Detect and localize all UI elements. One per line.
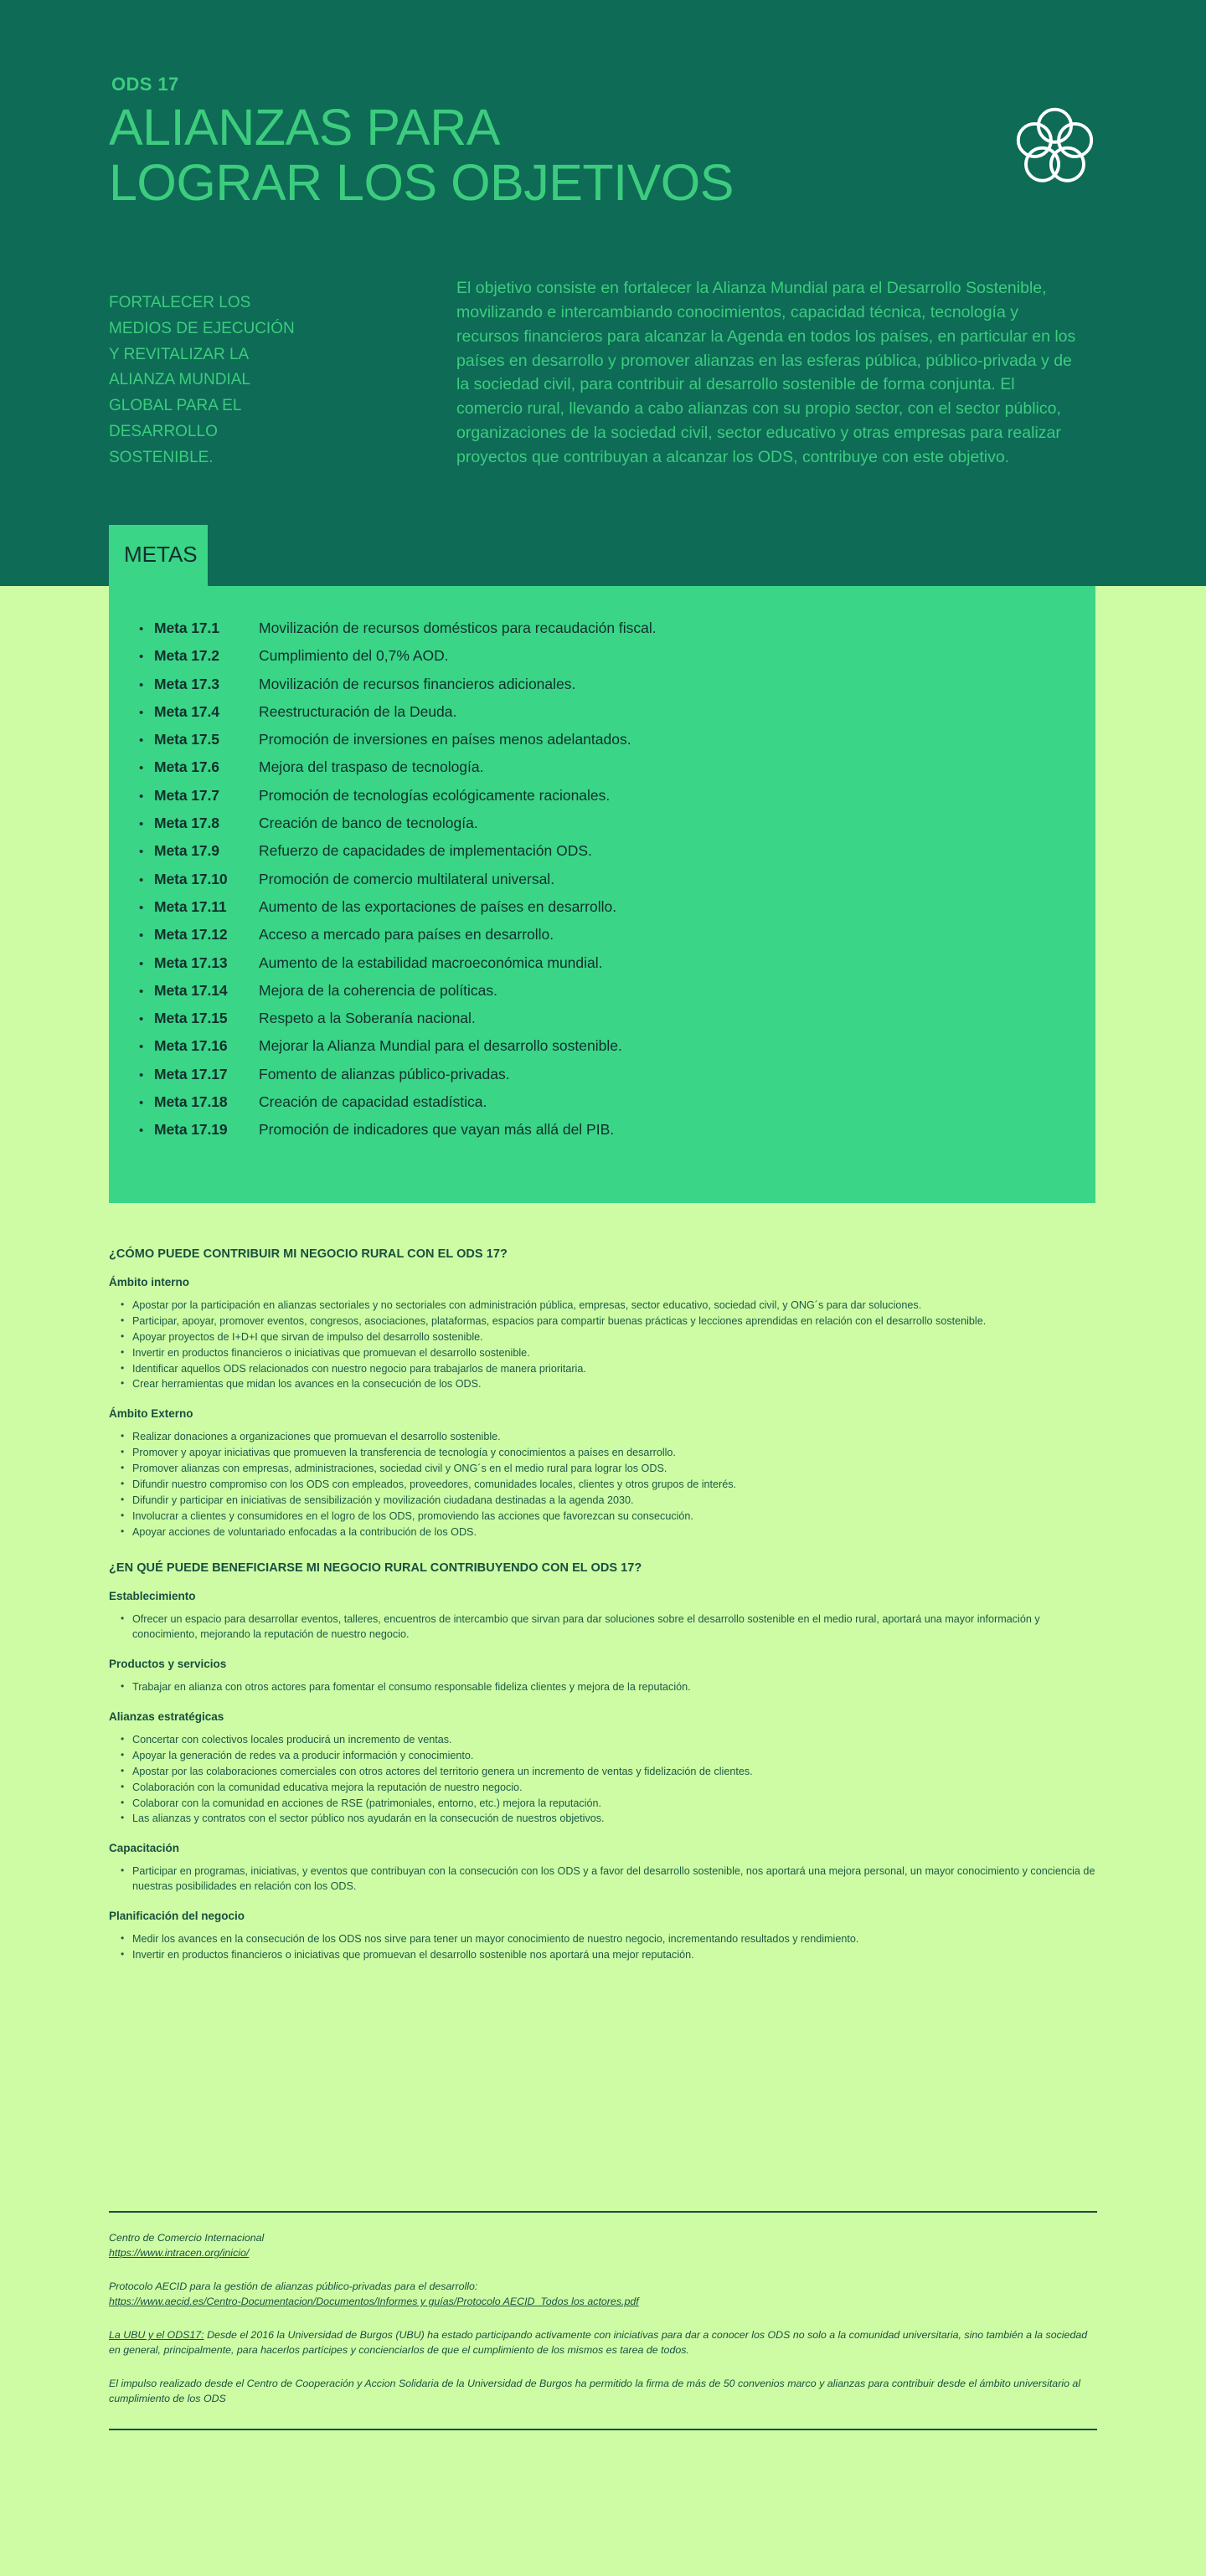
- bullet-icon: •: [139, 677, 144, 692]
- list-item: • Apostar por la participación en alianzas sectoriales y no sectoriales con administración pública, empresas, sector educativo, sociedad civil, y ONG´s para dar soluciones.: [121, 1298, 1097, 1314]
- list-item: • Difundir y participar en iniciativas de sensibilización y movilización ciudadana destinadas a la agenda 2030.: [121, 1494, 1097, 1509]
- list-item: • Realizar donaciones a organizaciones que promuevan el desarrollo sostenible.: [121, 1430, 1097, 1445]
- meta-code: Meta 17.14: [154, 981, 228, 999]
- main-content: [109, 1247, 1097, 1964]
- section-bullet-list: [121, 1932, 1097, 1963]
- meta-text: Fomento de alianzas público-privadas.: [259, 1065, 510, 1082]
- meta-code: Meta 17.7: [154, 786, 219, 804]
- page-title-line-1: ALIANZAS PARA: [109, 99, 500, 156]
- section-subheading: Ámbito interno: [109, 1276, 189, 1288]
- meta-text: Mejora de la coherencia de políticas.: [259, 981, 498, 999]
- section-subheading: Planificación del negocio: [109, 1910, 245, 1922]
- list-item: • Apostar por las colaboraciones comerciales con otros actores del territorio genera un incremento de ventas y fidelización de clientes.: [121, 1765, 1097, 1780]
- page-subtitle: FORTALECER LOS MEDIOS DE EJECUCIÓN Y REVITALIZAR LA ALIANZA MUNDIAL GLOBAL PARA EL DESARROLLO SOSTENIBLE.: [109, 294, 295, 466]
- meta-code: Meta 17.10: [154, 870, 228, 887]
- list-item: • Promover alianzas con empresas, administraciones, sociedad civil y ONG´s en el medio rural para lograr los ODS.: [121, 1462, 1097, 1477]
- section-bullet-list: [121, 1612, 1097, 1643]
- meta-row: [139, 1066, 1060, 1093]
- meta-code: Meta 17.17: [154, 1065, 228, 1082]
- meta-text: Reestructuración de la Deuda.: [259, 702, 457, 720]
- list-item: • Apoyar proyectos de I+D+I que sirvan de impulso del desarrollo sostenible.: [121, 1330, 1097, 1345]
- bullet-icon: •: [139, 705, 144, 720]
- list-item: • Crear herramientas que midan los avances en la consecución de los ODS.: [121, 1377, 1097, 1392]
- meta-text: Aumento de la estabilidad macroeconómica mundial.: [259, 954, 603, 971]
- meta-code: Meta 17.19: [154, 1121, 228, 1139]
- page-title-line-2: LOGRAR LOS OBJETIVOS: [109, 153, 734, 211]
- five-circle-flower-icon: [1007, 99, 1103, 195]
- meta-code: Meta 17.18: [154, 1093, 228, 1111]
- meta-row: [139, 954, 1060, 982]
- list-item: • Colaborar con la comunidad en acciones de RSE (patrimoniales, entorno, etc.) mejora la reputación.: [121, 1797, 1097, 1812]
- meta-text: Promoción de tecnologías ecológicamente racionales.: [259, 786, 611, 804]
- meta-text: Movilización de recursos domésticos para recaudación fiscal.: [259, 620, 657, 636]
- bullet-icon: •: [139, 761, 144, 776]
- footer-reference-2: [109, 2280, 1097, 2310]
- meta-code: Meta 17.11: [154, 897, 227, 915]
- meta-text: Acceso a mercado para países en desarrollo.: [259, 926, 554, 944]
- section-subheading: Ámbito Externo: [109, 1407, 193, 1421]
- metas-tab: [109, 525, 208, 588]
- section-bullet-list: [121, 1680, 1097, 1695]
- list-item: • Invertir en productos financieros o iniciativas que promuevan el desarrollo sostenible nos aportará una mejor reputación.: [121, 1948, 1097, 1963]
- section-subheading: Establecimiento: [109, 1590, 196, 1603]
- meta-code: Meta 17.3: [154, 675, 219, 692]
- meta-code: Meta 17.4: [154, 702, 219, 720]
- meta-row: [139, 1093, 1060, 1121]
- bullet-icon: •: [139, 1123, 144, 1139]
- list-item: • Invertir en productos financieros o iniciativas que promuevan el desarrollo sostenible.: [121, 1346, 1097, 1361]
- bullet-icon: •: [139, 622, 144, 636]
- list-item: • Trabajar en alianza con otros actores para fomentar el consumo responsable fideliza clientes y mejora de la reputación.: [121, 1680, 1097, 1695]
- page-header: [0, 0, 1206, 586]
- footer-reference-4: [109, 2377, 1097, 2407]
- bullet-icon: •: [139, 845, 144, 860]
- bullet-icon: •: [139, 789, 144, 804]
- meta-row: [139, 1010, 1060, 1037]
- meta-code: Meta 17.13: [154, 954, 228, 971]
- meta-row: [139, 758, 1060, 786]
- meta-row: [139, 898, 1060, 926]
- list-item: • Identificar aquellos ODS relacionados con nuestro negocio para trabajarlos de manera prioritaria.: [121, 1362, 1097, 1377]
- section-subheading: Alianzas estratégicas: [109, 1710, 224, 1723]
- bullet-icon: •: [139, 956, 144, 971]
- meta-code: Meta 17.12: [154, 926, 228, 944]
- meta-code: Meta 17.2: [154, 647, 219, 665]
- meta-text: Movilización de recursos financieros adicionales.: [259, 675, 576, 692]
- meta-code: Meta 17.6: [154, 758, 219, 776]
- bullet-icon: •: [139, 928, 144, 944]
- meta-text: Promoción de indicadores que vayan más allá del PIB.: [259, 1121, 615, 1139]
- meta-row: [139, 620, 1060, 647]
- reference-3-text: Desde el 2016 la Universidad de Burgos (UBU) ha estado participando activamente con iniciativas para dar a conocer los ODS no solo a la comunidad universitaria, sino también a la sociedad en general, principalmente, para hacerlos partícipes y concienciarlos de que el cumplimiento de los mismos es tarea de todos.: [109, 2328, 1088, 2356]
- meta-row: [139, 871, 1060, 898]
- metas-tab-label: METAS: [124, 542, 198, 567]
- meta-row: [139, 926, 1060, 954]
- meta-row: [139, 703, 1060, 731]
- list-item: • Apoyar la generación de redes va a producir información y conocimiento.: [121, 1749, 1097, 1764]
- metas-list: [139, 620, 1060, 1149]
- meta-row: [139, 982, 1060, 1010]
- list-item: • Participar en programas, iniciativas, y eventos que contribuyan con la consecución con los ODS y a favor del desarrollo sostenible, nos aportará una mejora personal, un mayor conocimiento y conciencia de nuestras posibilidades en relación con los ODS.: [121, 1864, 1097, 1895]
- beneficiarse-sections: [109, 1590, 1097, 1962]
- bullet-icon: •: [139, 1040, 144, 1055]
- meta-row: [139, 647, 1060, 675]
- meta-row: [139, 1037, 1060, 1065]
- bullet-icon: •: [139, 733, 144, 748]
- meta-code: Meta 17.1: [154, 620, 219, 636]
- contribuir-sections: [109, 1276, 1097, 1540]
- page-title: [109, 100, 988, 211]
- list-item: • Participar, apoyar, promover eventos, congresos, asociaciones, plataformas, espacios para compartir buenas prácticas y lecciones aprendidas en relación con el desarrollo sostenible.: [121, 1314, 1097, 1329]
- meta-row: [139, 787, 1060, 815]
- list-item: • Promover y apoyar iniciativas que promueven la transferencia de tecnología y conocimientos a países en desarrollo.: [121, 1446, 1097, 1461]
- list-item: • Involucrar a clientes y consumidores en el logro de los ODS, promoviendo las acciones que favorezcan su consecución.: [121, 1509, 1097, 1525]
- bullet-icon: •: [139, 1096, 144, 1111]
- page-footer: [109, 2211, 1097, 2430]
- meta-text: Promoción de comercio multilateral universal.: [259, 870, 555, 887]
- footer-reference-1: [109, 2231, 1097, 2261]
- meta-text: Mejorar la Alianza Mundial para el desarrollo sostenible.: [259, 1037, 622, 1055]
- meta-text: Creación de capacidad estadística.: [259, 1093, 487, 1111]
- metas-panel: [109, 586, 1095, 1203]
- bullet-icon: •: [139, 817, 144, 832]
- meta-row: [139, 842, 1060, 870]
- reference-1-title: Centro de Comercio Internacional: [109, 2232, 265, 2244]
- meta-row: [139, 676, 1060, 703]
- bullet-icon: •: [139, 872, 144, 887]
- footer-divider-top: [109, 2211, 1097, 2213]
- list-item: • Apoyar acciones de voluntariado enfocadas a la contribución de los ODS.: [121, 1525, 1097, 1540]
- meta-code: Meta 17.9: [154, 842, 219, 860]
- meta-text: Aumento de las exportaciones de países en desarrollo.: [259, 897, 617, 915]
- reference-2-link[interactable]: https://www.aecid.es/Centro-Documentacion/Documentos/Informes y guías/Protocolo AECID_Todos los actores.pdf: [109, 2295, 639, 2307]
- section-bullet-list: [121, 1430, 1097, 1540]
- meta-code: Meta 17.8: [154, 815, 219, 832]
- section-bullet-list: [121, 1298, 1097, 1392]
- bullet-icon: •: [139, 900, 144, 915]
- bullet-icon: •: [139, 1012, 144, 1027]
- meta-text: Creación de banco de tecnología.: [259, 815, 478, 832]
- bullet-icon: •: [139, 650, 144, 665]
- section-subheading: Capacitación: [109, 1842, 180, 1855]
- list-item: • Medir los avances en la consecución de los ODS nos sirve para tener un mayor conocimiento de nuestro negocio, incrementando resultados y rendimiento.: [121, 1932, 1097, 1947]
- meta-text: Promoción de inversiones en países menos adelantados.: [259, 731, 631, 748]
- list-item: • Difundir nuestro compromiso con los ODS con empleados, proveedores, comunidades locales, clientes y otros grupos de interés.: [121, 1478, 1097, 1493]
- meta-code: Meta 17.5: [154, 731, 219, 748]
- meta-code: Meta 17.16: [154, 1037, 228, 1055]
- reference-3-lead: La UBU y el ODS17:: [109, 2328, 204, 2341]
- list-item: • Colaboración con la comunidad educativa mejora la reputación de nuestro negocio.: [121, 1781, 1097, 1796]
- reference-1-link[interactable]: https://www.intracen.org/inicio/: [109, 2246, 250, 2259]
- list-item: • Ofrecer un espacio para desarrollar eventos, talleres, encuentros de intercambio que sirvan para dar soluciones sobre el desarrollo sostenible en el medio rural, aportará una mayor información y conocimiento, mejorando la reputación de nuestro negocio.: [121, 1612, 1097, 1643]
- bullet-icon: •: [139, 984, 144, 999]
- meta-text: Mejora del traspaso de tecnología.: [259, 758, 484, 776]
- meta-row: [139, 731, 1060, 758]
- reference-4-text: El impulso realizado desde el Centro de Cooperación y Accion Solidaria de la Universidad de Burgos ha permitido la firma de más de 50 convenios marco y alianzas para contribuir desde el ámbito universitario al cumplimiento de los ODS: [109, 2377, 1081, 2404]
- contribuir-heading: ¿CÓMO PUEDE CONTRIBUIR MI NEGOCIO RURAL CON EL ODS 17?: [109, 1247, 508, 1261]
- meta-row: [139, 815, 1060, 842]
- list-item: • Concertar con colectivos locales producirá un incremento de ventas.: [121, 1733, 1097, 1748]
- bullet-icon: •: [139, 1067, 144, 1082]
- meta-text: Respeto a la Soberanía nacional.: [259, 1010, 476, 1027]
- list-item: • Las alianzas y contratos con el sector público nos ayudarán en la consecución de nuestros objetivos.: [121, 1812, 1097, 1827]
- section-subheading: Productos y servicios: [109, 1658, 227, 1671]
- page-intro-paragraph: El objetivo consiste en fortalecer la Alianza Mundial para el Desarrollo Sostenible, movilizando e intercambiando conocimientos, capacidad técnica, tecnología y recursos financieros para alcanzar la Agenda en todos los países, en particular en los países en desarrollo y promover alianzas en las esferas pública, público-privada y de la sociedad civil, para contribuir al desarrollo sostenible de forma conjunta. El comercio rural, llevando a cabo alianzas con su propio sector, con el sector público, organizaciones de la sociedad civil, sector educativo y otras empresas para realizar proyectos que contribuyan a alcanzar los ODS, contribuye con este objetivo.: [456, 279, 1076, 467]
- reference-2-title: Protocolo AECID para la gestión de alianzas público-privadas para el desarrollo:: [109, 2280, 478, 2292]
- ods-number-label: ODS 17: [111, 74, 179, 95]
- meta-text: Refuerzo de capacidades de implementación ODS.: [259, 842, 592, 860]
- section-bullet-list: [121, 1733, 1097, 1827]
- meta-text: Cumplimiento del 0,7% AOD.: [259, 647, 449, 665]
- section-bullet-list: [121, 1864, 1097, 1895]
- footer-divider-bottom: [109, 2429, 1097, 2430]
- meta-code: Meta 17.15: [154, 1010, 228, 1027]
- beneficiarse-heading: ¿EN QUÉ PUEDE BENEFICIARSE MI NEGOCIO RURAL CONTRIBUYENDO CON EL ODS 17?: [109, 1561, 642, 1576]
- meta-row: [139, 1121, 1060, 1149]
- footer-reference-3: [109, 2328, 1097, 2358]
